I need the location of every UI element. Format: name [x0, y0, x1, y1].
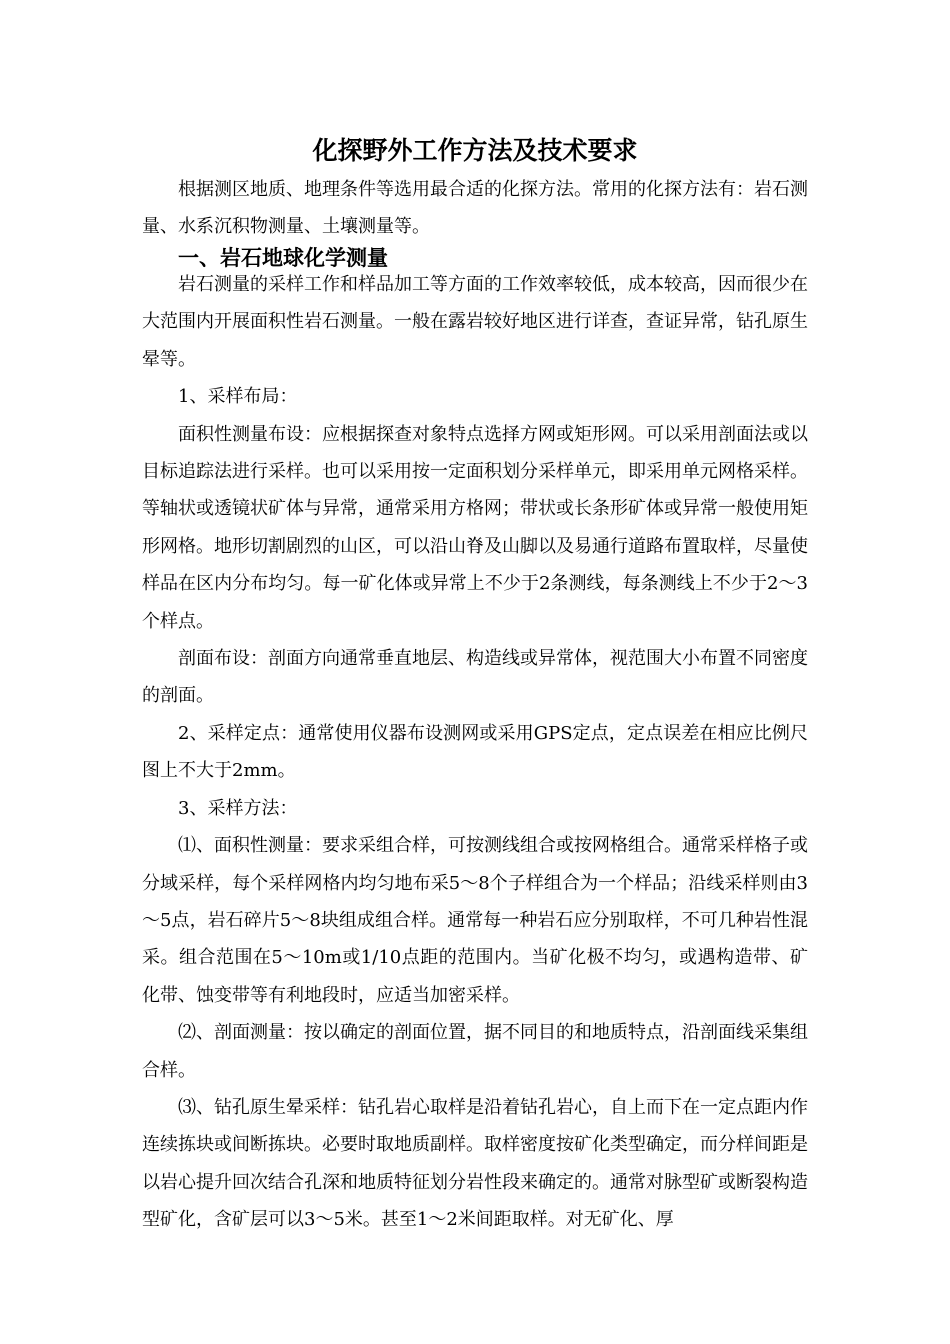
intro-block [142, 171, 808, 246]
paragraph-sampling-layout-label: 1、采样布局： [178, 386, 298, 408]
document-title: 化探野外工作方法及技术要求 [312, 136, 638, 165]
paragraph-sampling-method-label: 3、采样方法： [178, 797, 298, 819]
section-heading: 一、岩石地球化学测量 [178, 246, 388, 270]
section-body [142, 266, 808, 1239]
paragraph-area-survey-method: ⑴、面积性测量：要求采组合样，可按测线组合或按网格组合。通常采样格子或分域采样，每个采样网格内均匀地布采5～8个子样组合为一个样品；沿线采样则由3～5点，岩石碎片5～8块组成组合样。通常每一种岩石应分别取样，不可几种岩性混采。组合范围在5～10m或1/10点距的范围内。当矿化极不均匀，或遇构造带、矿化带、蚀变带等有利地段时，应适当加密采样。 [142, 835, 808, 1006]
intro-paragraph: 根据测区地质、地理条件等选用最合适的化探方法。常用的化探方法有：岩石测量、水系沉积物测量、土壤测量等。 [142, 179, 808, 238]
paragraph-sampling-positioning: 2、采样定点：通常使用仪器布设测网或采用GPS定点，定点误差在相应比例尺图上不大于2mm。 [142, 722, 808, 782]
paragraph-overview: 岩石测量的采样工作和样品加工等方面的工作效率较低，成本较高，因而很少在大范围内开展面积性岩石测量。一般在露岩较好地区进行详查，查证异常，钻孔原生晕等。 [142, 274, 808, 370]
paragraph-profile-layout: 剖面布设：剖面方向通常垂直地层、构造线或异常体，视范围大小布置不同密度的剖面。 [142, 648, 808, 707]
paragraph-area-survey-layout: 面积性测量布设：应根据探查对象特点选择方网或矩形网。可以采用剖面法或以目标追踪法进行采样。也可以采用按一定面积划分采样单元，即采用单元网格采样。等轴状或透镜状矿体与异常，通常采用方格网；带状或长条形矿体或异常一般使用矩形网格。地形切割剧烈的山区，可以沿山脊及山脚以及易通行道路布置取样，尽量使样品在区内分布均匀。每一矿化体或异常上不少于2条测线，每条测线上不少于2～3个样点。 [142, 423, 808, 632]
paragraph-profile-survey-method: ⑵、剖面测量：按以确定的剖面位置，据不同目的和地质特点，沿剖面线采集组合样。 [142, 1022, 808, 1081]
paragraph-borehole-sampling: ⑶、钻孔原生晕采样：钻孔岩心取样是沿着钻孔岩心，自上而下在一定点距内作连续拣块或间断拣块。必要时取地质副样。取样密度按矿化类型确定，而分样间距是以岩心提升回次结合孔深和地质特征划分岩性段来确定的。通常对脉型矿或断裂构造型矿化，含矿层可以3～5米。甚至1～2米间距取样。对无矿化、厚 [142, 1096, 808, 1231]
